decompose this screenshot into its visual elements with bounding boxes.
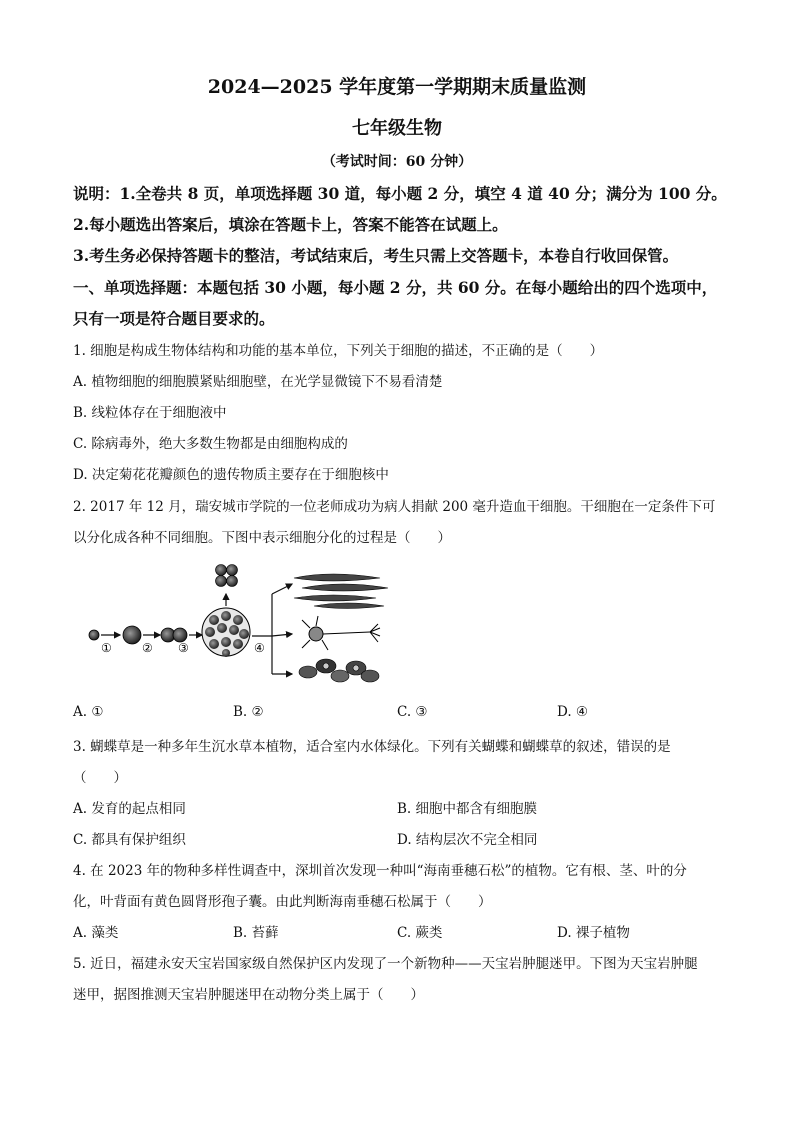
question-3-stem-line2: （ ） bbox=[73, 770, 127, 786]
section-heading-line1: 一、单项选择题：本题包括 30 小题，每小题 2 分，共 60 分。在每小题给出的四个选项中， bbox=[73, 278, 718, 297]
question-2-stem-line1: 2. 2017 年 12 月，瑞安城市学院的一位老师成功为病人捐献 200 毫升造血干细胞。干细胞在一定条件下可 bbox=[73, 499, 716, 515]
four-cell-group bbox=[216, 565, 238, 587]
q2-option-b: B. ② bbox=[233, 704, 264, 720]
divided-cell-right bbox=[173, 628, 187, 642]
instruction-2: 2.每小题选出答案后，填涂在答题卡上，答案不能答在试题上。 bbox=[73, 215, 508, 234]
fig-label-3: ③ bbox=[178, 641, 189, 655]
question-5-stem-line1: 5. 近日，福建永安天宝岩国家级自然保护区内发现了一个新物种——天宝岩肿腿迷甲。下图为天宝岩肿腿 bbox=[73, 956, 698, 972]
cell-differentiation-figure bbox=[80, 556, 400, 692]
q4-option-a: A. 藻类 bbox=[73, 925, 119, 941]
muscle-cells bbox=[294, 574, 388, 609]
q3-option-c: C. 都具有保护组织 bbox=[73, 832, 186, 848]
instruction-3: 3.考生务必保持答题卡的整洁，考试结束后，考生只需上交答题卡，本卷自行收回保管。 bbox=[73, 246, 679, 265]
q4-option-b: B. 苔藓 bbox=[233, 925, 279, 941]
q4-option-c: C. 蕨类 bbox=[397, 925, 443, 941]
q1-option-b: B. 线粒体存在于细胞液中 bbox=[73, 405, 227, 421]
question-5-stem-line2: 迷甲，据图推测天宝岩肿腿迷甲在动物分类上属于（ ） bbox=[73, 987, 424, 1003]
instruction-1: 说明：1.全卷共 8 页，单项选择题 30 道，每小题 2 分，填空 4 道 40 分；满分为 100 分。 bbox=[73, 184, 727, 203]
fig-label-2: ② bbox=[142, 641, 153, 655]
exam-title: 2024—2025 学年度第一学期期末质量监测 bbox=[207, 76, 587, 98]
question-4-stem-line2: 化，叶背面有黄色圆肾形孢子囊。由此判断海南垂穗石松属于（ ） bbox=[73, 894, 492, 910]
fig-label-1: ① bbox=[101, 641, 112, 655]
q3-option-d: D. 结构层次不完全相同 bbox=[397, 832, 538, 848]
exam-time: （考试时间：60 分钟） bbox=[321, 154, 473, 170]
question-2-stem-line2: 以分化成各种不同细胞。下图中表示细胞分化的过程是（ ） bbox=[73, 530, 451, 546]
arrow-to-neuron bbox=[272, 634, 292, 636]
blood-cells bbox=[299, 659, 379, 682]
single-cell bbox=[89, 630, 99, 640]
q2-option-c: C. ③ bbox=[397, 704, 428, 720]
fig-label-4: ④ bbox=[254, 641, 265, 655]
arrow-to-muscle bbox=[272, 584, 292, 594]
q1-option-d: D. 决定菊花花瓣颜色的遗传物质主要存在于细胞核中 bbox=[73, 467, 389, 483]
q3-option-b: B. 细胞中都含有细胞膜 bbox=[397, 801, 538, 817]
grown-cell bbox=[123, 626, 141, 644]
q4-option-d: D. 裸子植物 bbox=[557, 925, 630, 941]
q1-option-c: C. 除病毒外，绝大多数生物都是由细胞构成的 bbox=[73, 436, 348, 452]
exam-subject: 七年级生物 bbox=[352, 118, 442, 139]
section-heading-line2: 只有一项是符合题目要求的。 bbox=[73, 309, 275, 328]
question-3-stem-line1: 3. 蝴蝶草是一种多年生沉水草本植物，适合室内水体绿化。下列有关蝴蝶和蝴蝶草的叙述，错误的是 bbox=[73, 739, 671, 755]
q2-option-a: A. ① bbox=[73, 704, 104, 720]
cell-cluster bbox=[202, 608, 250, 657]
q3-option-a: A. 发育的起点相同 bbox=[73, 801, 186, 817]
question-4-stem-line1: 4. 在 2023 年的物种多样性调查中，深圳首次发现一种叫“海南垂穗石松”的植物。它有根、茎、叶的分 bbox=[73, 863, 687, 879]
neuron-cell bbox=[302, 616, 380, 650]
q1-option-a: A. 植物细胞的细胞膜紧贴细胞壁，在光学显微镜下不易看清楚 bbox=[73, 374, 443, 390]
q2-option-d: D. ④ bbox=[557, 704, 589, 720]
question-1-stem: 1. 细胞是构成生物体结构和功能的基本单位，下列关于细胞的描述，不正确的是（ ） bbox=[73, 343, 604, 359]
